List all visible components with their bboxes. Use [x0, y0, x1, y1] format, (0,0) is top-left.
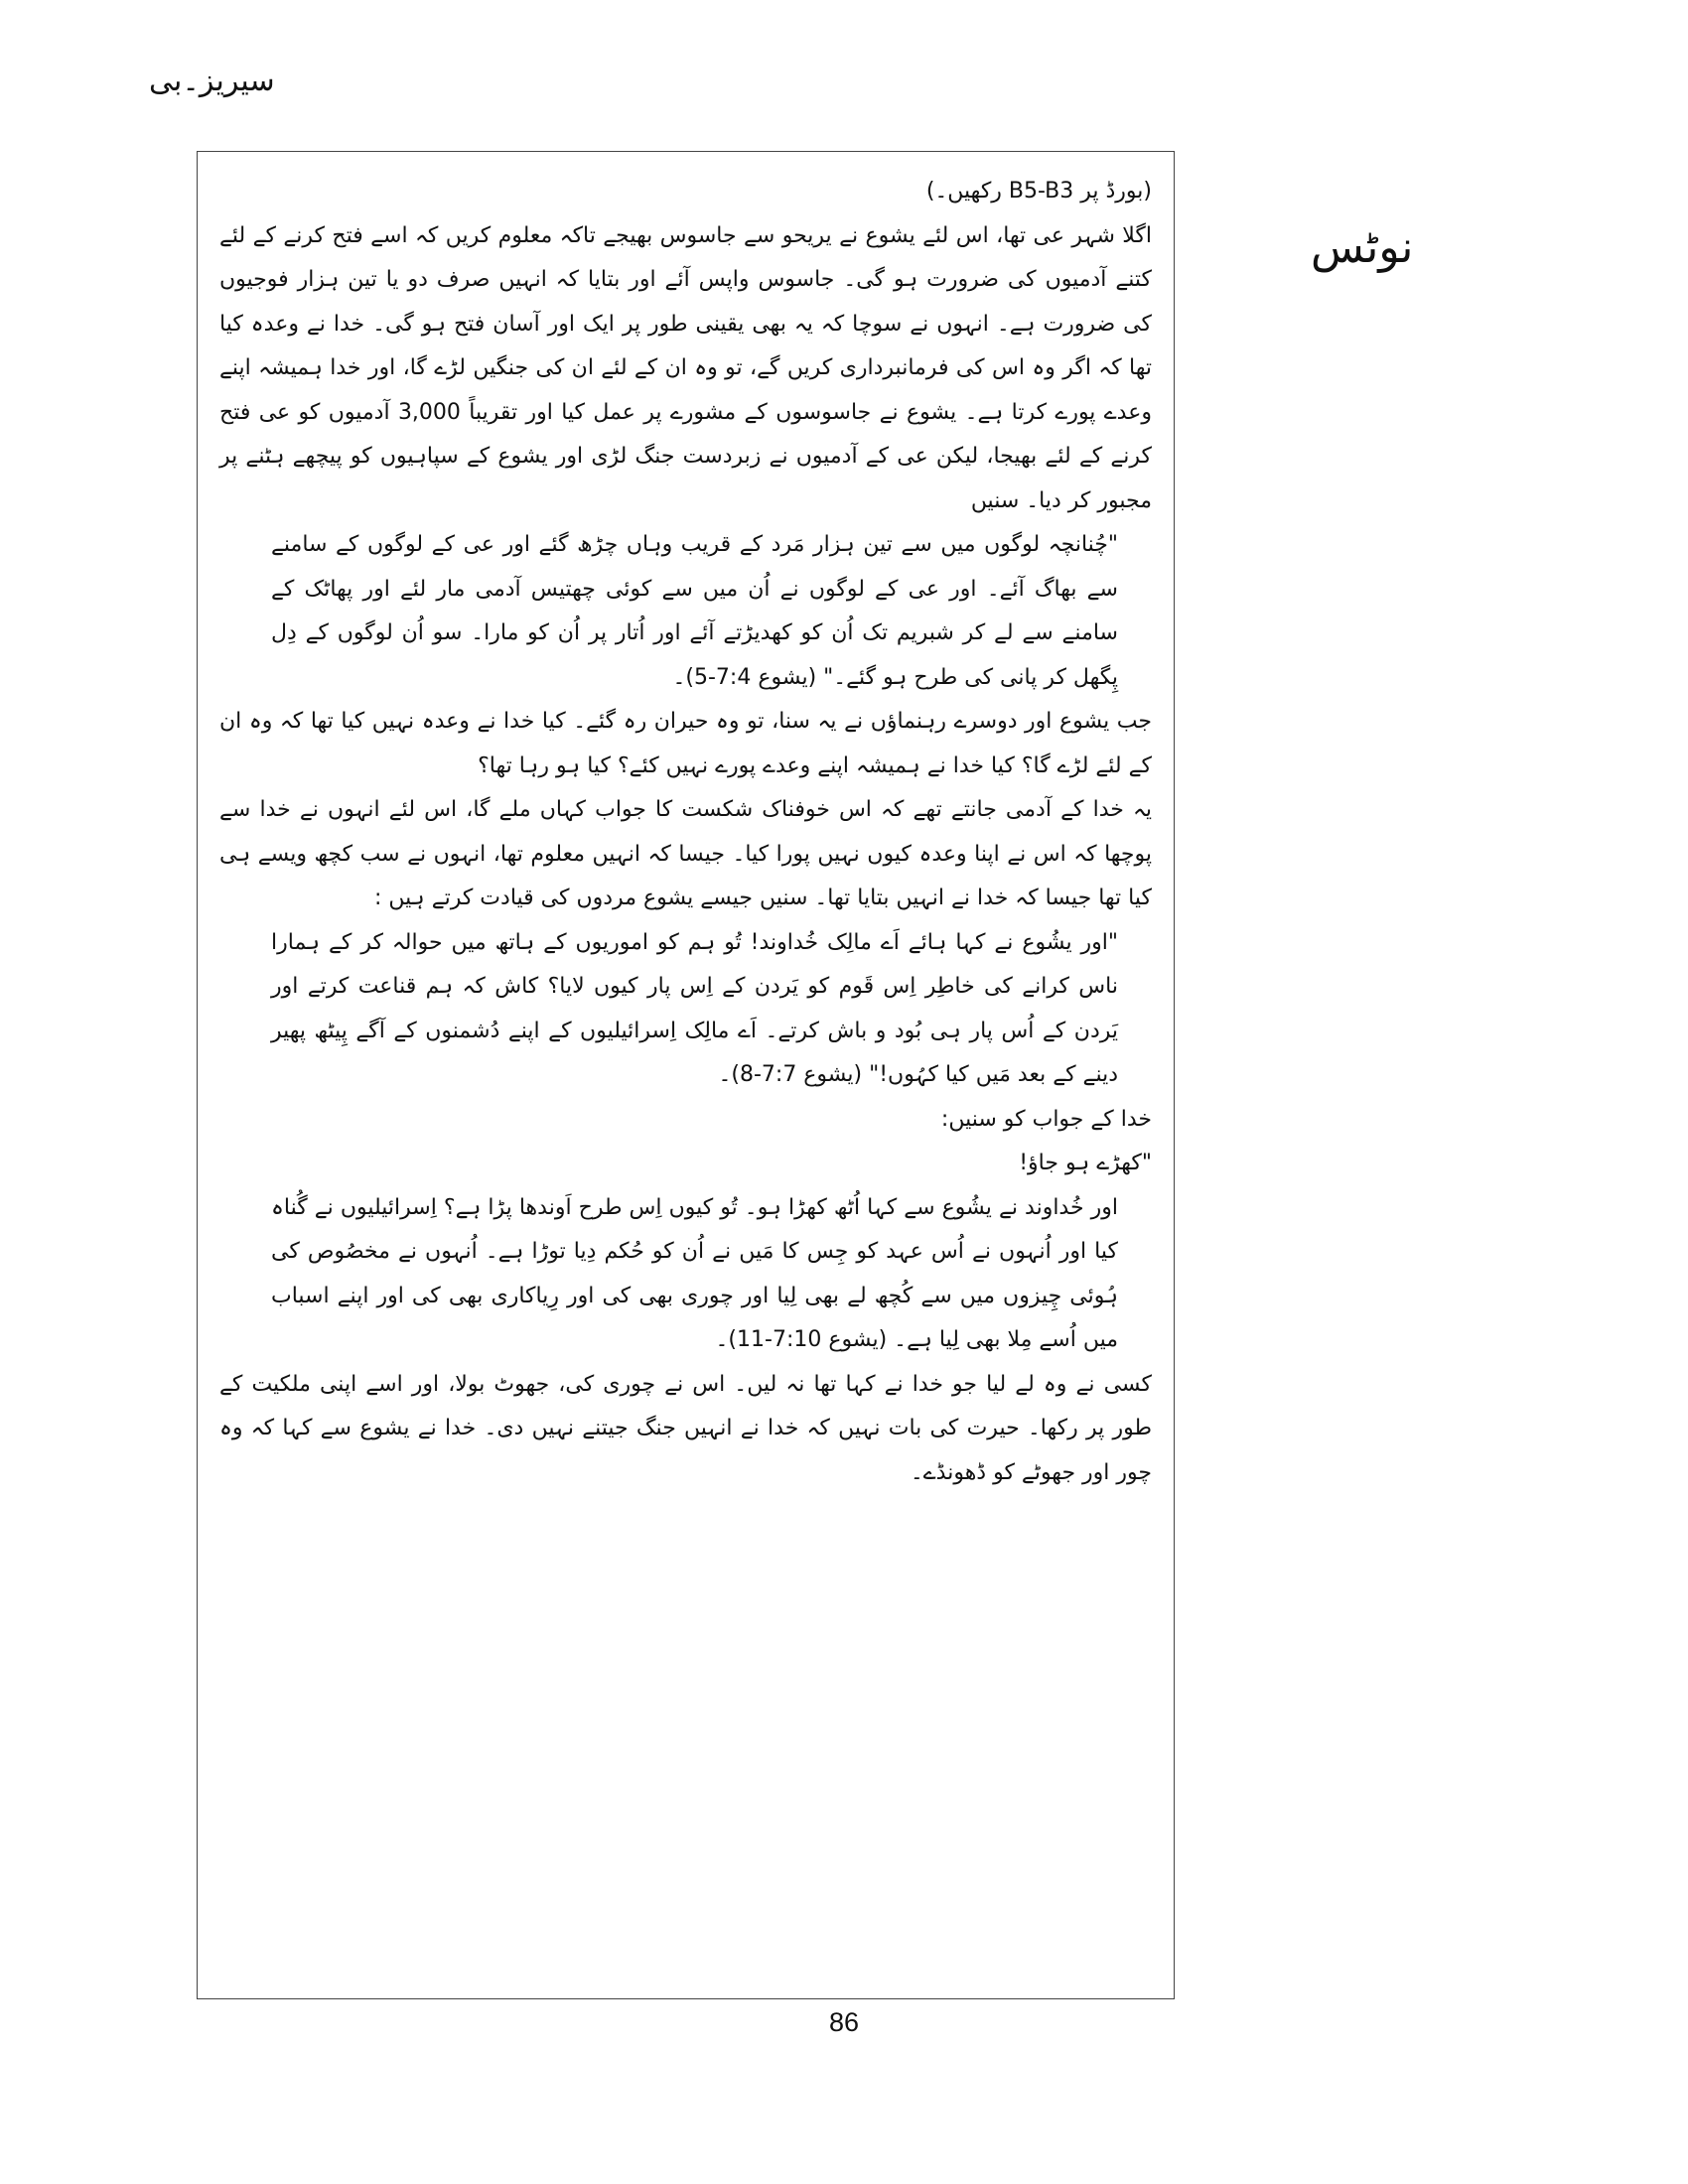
paragraph-surprise: جب یشوع اور دوسرے رہنماؤں نے یہ سنا، تو وہ حیران رہ گئے۔ کیا خدا نے وعدہ نہیں کیا تھا کہ وہ ان کے لئے لڑے گا؟ کیا خدا نے ہمیشہ اپنے وعدے پورے نہیں کئے؟ کیا ہو رہا تھا؟ — [219, 709, 1152, 778]
paragraph-inquiry: یہ خدا کے آدمی جانتے تھے کہ اس خوفناک شکست کا جواب کہاں ملے گا، اس لئے انہوں نے خدا سے پوچھا کہ اس نے اپنا وعدہ کیوں نہیں پورا کیا۔ جیسا کہ انہیں معلوم تھا، انہوں نے سب کچھ ویسے ہی کیا تھا جیسا کہ خدا نے انہیں بتایا تھا۔ سنیں جیسے یشوع مردوں کی قیادت کرتے ہیں : — [219, 797, 1152, 910]
paragraph-stand-up: "کھڑے ہو جاؤ! — [1019, 1151, 1152, 1175]
series-header: سیریز۔بی — [149, 64, 275, 98]
paragraph-intro: اگلا شہر عی تھا، اس لئے یشوع نے یریحو سے جاسوس بھیجے تاکہ معلوم کریں کہ اسے فتح کرنے کے لئے کتنے آدمیوں کی ضرورت ہو گی۔ جاسوس واپس آئے اور بتایا کہ انہیں صرف دو یا تین ہزار فوجیوں کی ضرورت ہے۔ انہوں نے سوچا کہ یہ بھی یقینی طور پر ایک اور آسان فتح ہو گی۔ خدا نے وعدہ کیا تھا کہ اگر وہ اس کی فرمانبرداری کریں گے، تو وہ ان کے لئے ان کی جنگیں لڑے گا، اور خدا ہمیشہ اپنے وعدے پورے کرتا ہے۔ یشوع نے جاسوسوں کے مشورے پر عمل کیا اور تقریباً 3,000 آدمیوں کو عی فتح کرنے کے لئے بھیجا، لیکن عی کے آدمیوں نے زبردست جنگ لڑی اور یشوع کے سپاہیوں کو پیچھے ہٹنے پر مجبور کر دیا۔ سنیں — [219, 222, 1152, 513]
paragraph-gods-answer-intro: خدا کے جواب کو سنیں: — [940, 1106, 1152, 1132]
page-number: 86 — [828, 2007, 860, 2037]
board-instruction: (بورڈ پر B5-B3 رکھیں۔) — [925, 179, 1152, 204]
scripture-quote-joshua-7-7: "اور یشُوع نے کہا ہائے اَے مالِک خُداوند! تُو ہم کو اموریوں کے ہاتھ میں حوالہ کر کے ہمارا ناس کرانے کی خاطِر اِس قَوم کو یَردن کے اِس پار کیوں لایا؟ کاش کہ ہم قناعت کرتے اور یَردن کے اُس پار ہی بُود و باش کرتے۔ اَے مالِک اِسرائیلیوں کے اپنے دُشمنوں کے آگے پِیٹھ پھیر دینے کے بعد مَیں کیا کہُوں!" (یشوع 7:7-8)۔ — [271, 929, 1119, 1087]
scripture-quote-joshua-7-10: اور خُداوند نے یشُوع سے کہا اُٹھ کھڑا ہو۔ تُو کیوں اِس طرح اَوندھا پڑا ہے؟ اِسرائیلیوں نے گُناہ کیا اور اُنہوں نے اُس عہد کو جِس کا مَیں نے اُن کو حُکم دِیا توڑا ہے۔ اُنہوں نے مخصُوص کی ہُوئی چِیزوں میں سے کُچھ لے بھی لِیا اور چوری بھی کی اور رِیاکاری بھی کی اور اپنے اسباب میں اُسے مِلا بھی لِیا ہے۔ (یشوع 7:10-11)۔ — [271, 1194, 1118, 1352]
content-box — [197, 151, 1175, 1999]
notes-label: نوٹس — [1311, 222, 1414, 273]
scripture-quote-joshua-7-4: "چُنانچہ لوگوں میں سے تین ہزار مَرد کے قریب وہاں چڑھ گئے اور عی کے لوگوں کے سامنے سے بھاگ آئے۔ اور عی کے لوگوں نے اُن میں سے کوئی چھتیس آدمی مار لئے اور پھاٹک کے سامنے سے لے کر شبریم تک اُن کو کھدیڑتے آئے اور اُتار پر اُن کو مارا۔ سو اُن لوگوں کے دِل پِگھل کر پانی کی طرح ہو گئے۔" (یشوع 7:4-5)۔ — [271, 532, 1118, 690]
paragraph-conclusion: کسی نے وہ لے لیا جو خدا نے کہا تھا نہ لیں۔ اس نے چوری کی، جھوٹ بولا، اور اسے اپنی ملکیت کے طور پر رکھا۔ حیرت کی بات نہیں کہ خدا نے انہیں جنگ جیتنے نہیں دی۔ خدا نے یشوع سے کہا کہ وہ چور اور جھوٹے کو ڈھونڈے۔ — [219, 1371, 1152, 1485]
